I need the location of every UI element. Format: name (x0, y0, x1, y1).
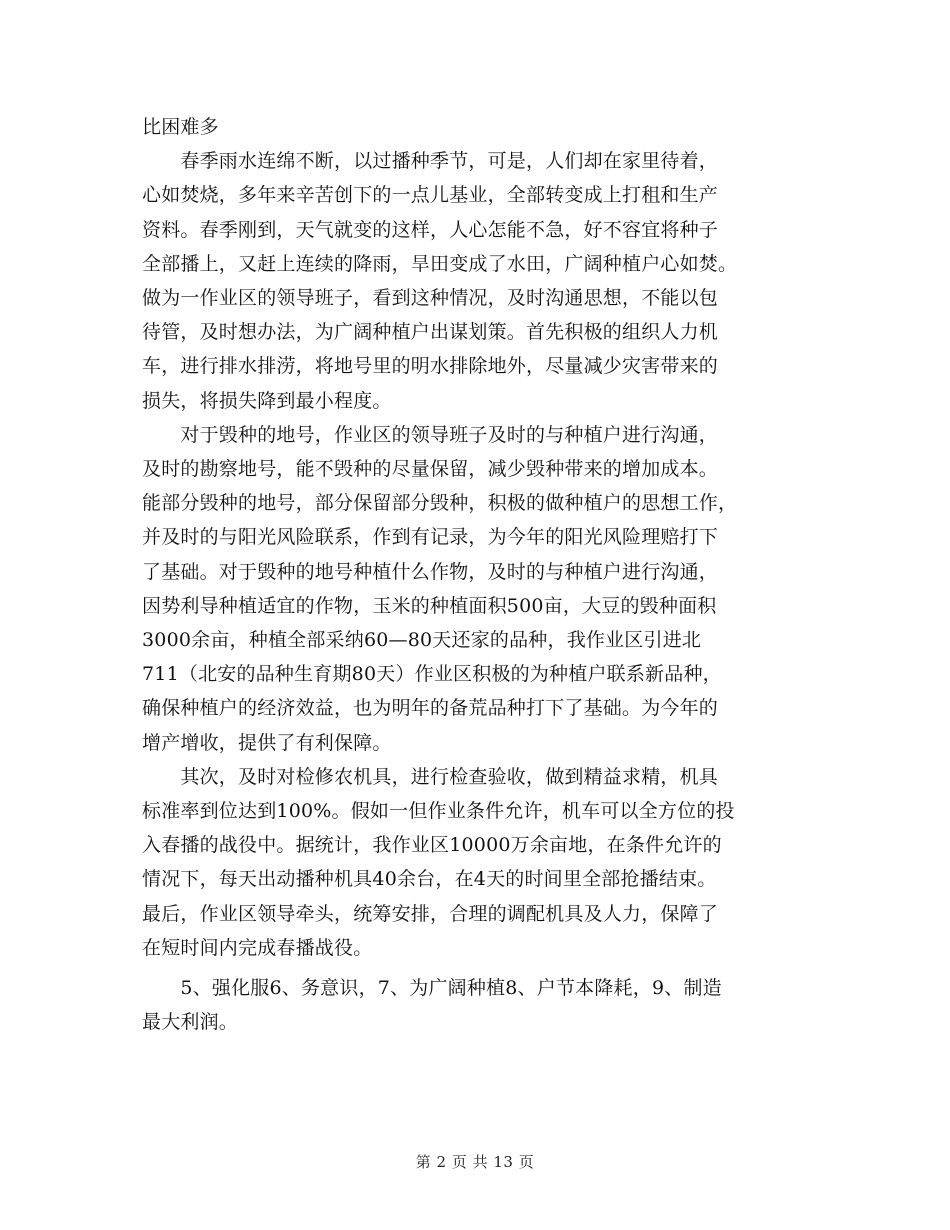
paragraph (142, 760, 802, 965)
document-body (142, 110, 802, 1039)
text-line: 及时的勘察地号，能不毁种的尽量保留，减少毁种带来的增加成本。 (142, 458, 719, 481)
text-line: 待管，及时想办法，为广阔种植户出谋划策。首先积极的组织人力机 (142, 321, 719, 344)
text-line: 确保种植户的经济效益，也为明年的备荒品种打下了基础。为今年的 (142, 697, 719, 720)
text-line: 车，进行排水排涝，将地号里的明水排除地外，尽量减少灾害带来的 (142, 355, 719, 378)
paragraph (142, 110, 802, 144)
text-line: 心如焚烧，多年来辛苦创下的一点儿基业，全部转变成上打租和生产 (142, 184, 719, 207)
text-line: 了基础。对于毁种的地号种植什么作物，及时的与种植户进行沟通， (142, 560, 719, 583)
text-line: 最后，作业区领导牵头，统筹安排，合理的调配机具及人力，保障了 (142, 902, 719, 925)
text-line: 3000余亩，种植全部采纳60—80天还家的品种，我作业区引进北 (142, 629, 702, 652)
page-number: 第 2 页 共 13 页 (415, 1153, 535, 1171)
paragraph (142, 971, 802, 1039)
text-line: 5、强化服6、务意识，7、为广阔种植8、户节本降耗，9、制造 (142, 977, 722, 1000)
text-line: 标准率到位达到100%。假如一但作业条件允许，机车可以全方位的投 (142, 800, 735, 823)
text-line: 入春播的战役中。据统计，我作业区10000万余亩地，在条件允许的 (142, 834, 722, 857)
text-line: 增产增收，提供了有利保障。 (142, 731, 392, 754)
text-line: 最大利润。 (142, 1011, 239, 1034)
text-line: 比困难多 (142, 116, 219, 138)
text-line: 损失，将损失降到最小程度。 (142, 389, 392, 412)
text-line: 情况下，每天出动播种机具40余台，在4天的时间里全部抢播结束。 (142, 868, 717, 891)
text-line: 因势利导种植适宜的作物，玉米的种植面积500亩，大豆的毁种面积 (142, 594, 717, 617)
text-line: 做为一作业区的领导班子，看到这种情况，及时沟通思想，不能以包 (142, 287, 719, 310)
text-line: 其次，及时对检修农机具，进行检查验收，做到精益求精，机具 (142, 765, 719, 788)
text-line: 在短时间内完成春播战役。 (142, 936, 373, 959)
text-line: 并及时的与阳光风险联系，作到有记录，为今年的阳光风险理赔打下 (142, 526, 719, 549)
text-line: 春季雨水连绵不断，以过播种季节，可是，人们却在家里待着， (142, 150, 719, 173)
text-line: 全部播上，又赶上连续的降雨，旱田变成了水田，广阔种植户心如焚。 (142, 252, 738, 275)
text-line: 对于毁种的地号，作业区的领导班子及时的与种植户进行沟通， (142, 423, 719, 446)
text-line: 资料。春季刚到，天气就变的这样，人心怎能不急，好不容宜将种子 (142, 218, 719, 241)
paragraph (142, 418, 802, 760)
text-line: 711（北安的品种生育期80天）作业区积极的为种植户联系新品种， (142, 663, 722, 686)
text-line: 能部分毁种的地号，部分保留部分毁种，积极的做种植户的思想工作， (142, 492, 738, 515)
paragraph (142, 144, 802, 418)
